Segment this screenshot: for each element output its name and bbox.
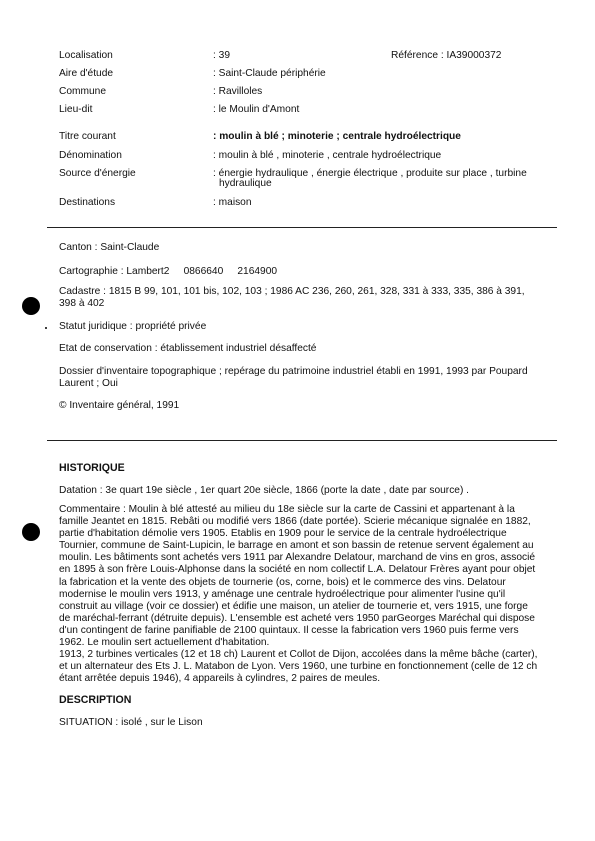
value-localisation: : 39 [213,50,230,61]
commentaire-line: moulin. Les bâtiments sont achetés vers 1911 par Alexandre Delatour, marchand de vins en gros, associé [59,552,536,564]
cartographie: Cartographie : Lambert2 0866640 2164900 [59,266,278,277]
commentaire-line: construit au village (voir ce dossier) et édifie une maison, un atelier de tournerie et, vers 1915, une forge [59,600,528,612]
statut-juridique: Statut juridique : propriété privée [59,321,207,332]
value-destinations: : maison [213,197,252,208]
value-lieu-dit: : le Moulin d'Amont [213,104,300,115]
canton: Canton : Saint-Claude [59,242,160,253]
value-source-energie-cont: hydraulique [219,178,272,189]
commentaire-line: la fabrication et la vente des objets de tournerie (os, corne, bois) et le commerce des vins. Delatour [59,576,506,588]
divider-bottom [47,440,557,441]
commentaire-line: 1913, 2 turbines verticales (12 et 18 ch) Laurent et Collot de Dijon, accolées dans la même bâche (carter), [59,649,538,661]
commentaire-paragraph [59,504,545,685]
etat-conservation: Etat de conservation : établissement industriel désaffecté [59,343,317,354]
situation: SITUATION : isolé , sur le Lison [59,717,203,728]
commentaire-line: de maréchal-ferrant (détruite depuis). L'ensemble est acheté vers 1950 parGeorges Maréchal qui dispose [59,612,535,624]
speck-mark [45,327,47,329]
historique-heading: HISTORIQUE [59,462,125,474]
commentaire-line: d'un contingent de farine panifiable de 2100 quintaux. Il cesse la fabrication vers 1960 puis ferme vers [59,624,519,636]
datation: Datation : 3e quart 19e siècle , 1er quart 20e siècle, 1866 (porte la date , date par source) . [59,485,470,496]
dossier-line-2: Laurent ; Oui [59,378,118,389]
dossier-line-1: Dossier d'inventaire topographique ; repérage du patrimoine industriel établi en 1991, 1993 par Poupard [59,366,528,377]
commentaire-line: étant arrêtée depuis 1946), 4 appareils à cylindres, 2 paires de meules. [59,673,381,685]
label-localisation: Localisation [59,50,113,61]
commentaire-line: 1962. Le moulin sert actuellement d'habitation. [59,637,270,649]
label-destinations: Destinations [59,197,116,208]
commentaire-line: et un alternateur des Ets J. L. Matabon de Lyon. Vers 1960, une turbine en fonctionnement (celle de 12 ch [59,661,538,673]
label-aire-etude: Aire d'étude [59,68,114,79]
value-titre-courant: : moulin à blé ; minoterie ; centrale hydroélectrique [213,131,461,142]
cadastre-line-1: Cadastre : 1815 B 99, 101, 101 bis, 102, 103 ; 1986 AC 236, 260, 261, 328, 331 à 333, 335, 386 à 391, [59,286,525,297]
value-source-energie: : énergie hydraulique , énergie électrique , produite sur place , turbine [213,168,527,179]
label-denomination: Dénomination [59,150,122,161]
description-heading: DESCRIPTION [59,694,132,706]
value-aire-etude: : Saint-Claude périphérie [213,68,326,79]
label-titre-courant: Titre courant [59,131,116,142]
value-commune: : Ravilloles [213,86,263,97]
commentaire-line: famille Jeantet en 1815. Rebâti ou modifié vers 1866 (date portée). Scierie mécanique signalée en 1882, [59,516,531,528]
label-lieu-dit: Lieu-dit [59,104,93,115]
punch-hole-mark-2 [22,523,40,541]
copyright: © Inventaire général, 1991 [59,400,180,411]
divider-top [47,227,557,228]
value-denomination: : moulin à blé , minoterie , centrale hydroélectrique [213,150,442,161]
cadastre-line-2: 398 à 402 [59,298,105,309]
commentaire-line: Commentaire : Moulin à blé attesté au milieu du 18e siècle sur la carte de Cassini et appartenant à la [59,504,515,515]
punch-hole-mark [22,297,40,315]
commentaire-line: partie d'habitation démolie vers 1905. Etablis en 1909 pour le service de la centrale hydroélectrique [59,528,507,540]
commentaire-line: modernise le moulin vers 1913, y aménage une centrale hydroélectrique pour alimenter l'usine qu'il [59,588,506,600]
label-commune: Commune [59,86,106,97]
reference: Référence : IA39000372 [391,50,502,61]
commentaire-line: en 1895 à son frère Louis-Alphonse dans la société en nom collectif L.A. Delatour Frères ayant pour objet [59,564,536,576]
label-source-energie: Source d'énergie [59,168,136,179]
commentaire-line: Tournier, commune de Saint-Lupicin, le barrage en amont et son bassin de retenue servent également au [59,540,534,552]
